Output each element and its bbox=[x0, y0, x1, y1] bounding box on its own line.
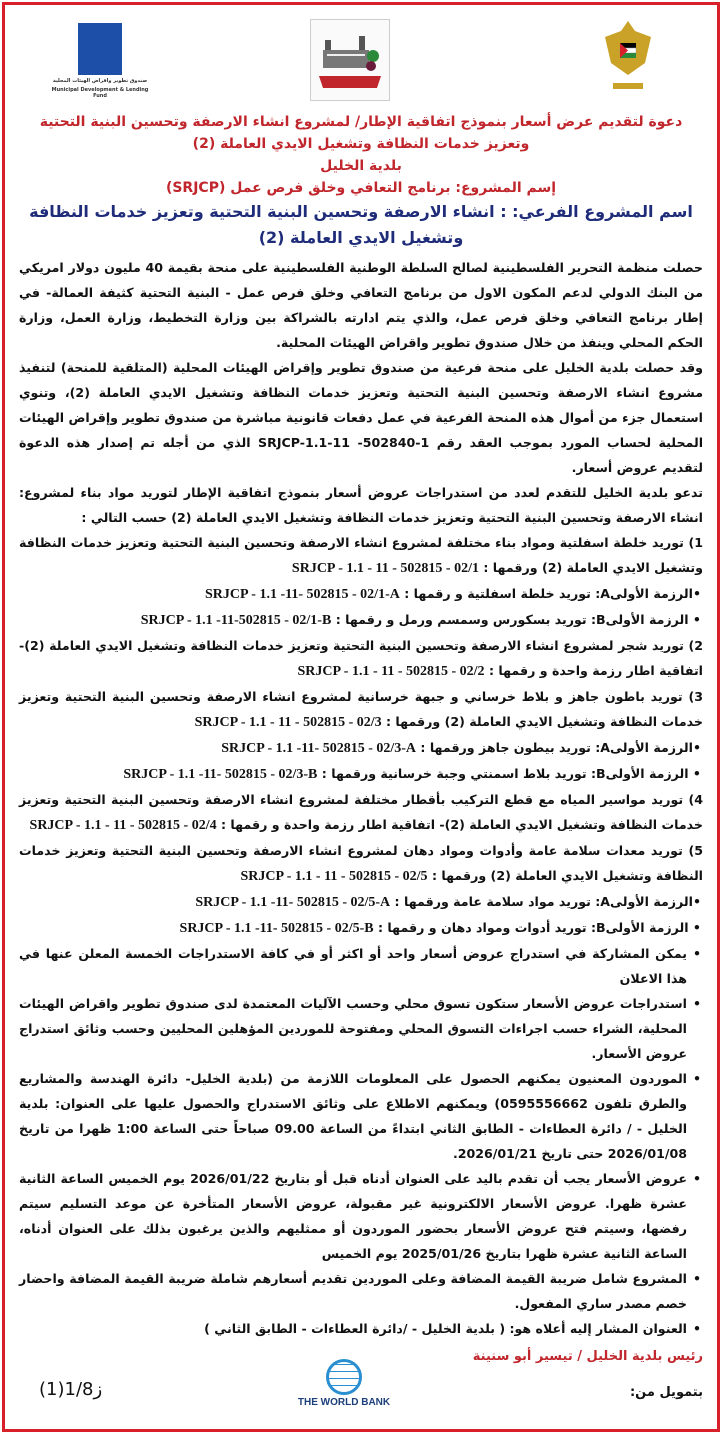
subproject-name-1: اسم المشروع الفرعي: : انشاء الارصفة وتحسين البنية التحتية وتعزيز خدمات النظافة bbox=[29, 202, 693, 221]
package-code: SRJCP - 1.1 -11-502815 - 02/1-B bbox=[140, 613, 332, 628]
hebron-municipality-logo bbox=[310, 19, 390, 101]
paragraph-grant: حصلت منظمة التحرير الفلسطينية لصالح السلطة الوطنية الفلسطينية على منحة بقيمة 40 مليون دولار امريكي من البنك الدولي لدعم المكون الاول من برنامج التعافي وخلق فرص عمل - البنية التحتية كثيفة العمالة- في إطار برنامج التعافي وخلق فرص عمل، والذي يتم ادارته بالشراكة بين وزارة التخطيط، وزارة العمل، وزارة الحكم المحلي وينفذ من خلال صندوق تطوير واقراض الهيئات المحلية. bbox=[19, 260, 703, 350]
item-code: SRJCP - 1.1 - 11 - 502815 - 02/4 bbox=[29, 818, 217, 833]
condition-item: • استدراجات عروض الأسعار ستكون تسوق محلي وحسب الآليات المعتمدة لدى صندوق تطوير واقراض الهيئات المحلية، الشراء حسب اجراءات التسوق المحلي ومفتوحة للموردين المؤهلين المحليين وحسب وثائق استدراج عروض الأسعار. bbox=[19, 991, 687, 1066]
condition-item: • عروض الأسعار يجب أن تقدم باليد على العنوان أدناه قبل أو بتاريخ 2026/01/22 يوم الخميس الساعة الثانية عشرة ظهرا. عروض الأسعار الالكترونية غير مقبولة، عروض الأسعار المتأخرة عن موعد التسليم سيتم رفضها، وسيتم فتح عروض الأسعار بحضور الموردون أو ممثليهم والذين يرغبون بذلك على العنوان أدناه، الساعة الثانية عشرة ظهرا بتاريخ 2025/01/26 يوم الخميس bbox=[19, 1166, 687, 1266]
procurement-item bbox=[19, 684, 703, 735]
title-line-1: دعوة لتقديم عرض أسعار بنموذج اتفاقية الإطار/ لمشروع انشاء الارصفة وتحسين البنية التحتية bbox=[39, 114, 683, 130]
mdlf-logo bbox=[45, 23, 155, 99]
hebron-mosque-icon bbox=[311, 20, 389, 100]
procurement-item bbox=[19, 838, 703, 889]
item-code: SRJCP - 1.1 - 11 - 502815 - 02/5 bbox=[240, 869, 428, 884]
conditions-list bbox=[19, 941, 703, 1341]
ad-code: ز1/8(1) bbox=[39, 1379, 103, 1400]
project-name: إسم المشروع: برنامج التعافي وخلق فرص عمل (SRJCP) bbox=[165, 180, 557, 196]
package-line bbox=[19, 915, 703, 941]
procurement-item bbox=[19, 633, 703, 684]
package-text: •الرزمة الأولىA: توريد مواد سلامة عامة ورقمها : bbox=[394, 894, 701, 909]
mdlf-caption-ar: صندوق تطوير واقراض الهيئات المحلية bbox=[52, 78, 148, 84]
tender-announcement bbox=[2, 2, 720, 1432]
municipality-name: بلدية الخليل bbox=[320, 158, 402, 174]
package-code: SRJCP - 1.1 -11- 502815 - 02/1-A bbox=[205, 587, 400, 602]
item-text: 5) توريد معدات سلامة عامة وأدوات ومواد دهان لمشروع انشاء الارصفة وتحسين البنية التحتية وتعزيز خدمات النظافة وتشغيل الايدي العاملة (2) ورقمها : bbox=[19, 843, 703, 883]
package-text: • الرزمة الأولىB: توريد بلاط اسمنتي وجبة خرسانية ورقمها : bbox=[321, 766, 701, 781]
item-code: SRJCP - 1.1 - 11 - 502815 - 02/3 bbox=[194, 715, 382, 730]
world-bank-globe-icon bbox=[326, 1359, 362, 1395]
item-text: 3) توريد باطون جاهز و بلاط خرساني و جبهة خرسانية لمشروع انشاء الارصفة وتحسين البنية التحتية وتعزيز خدمات النظافة وتشغيل الايدي العاملة (2) ورقمها : bbox=[19, 689, 703, 729]
package-code: SRJCP - 1.1 -11- 502815 - 02/5-B bbox=[179, 921, 374, 936]
package-line bbox=[19, 607, 703, 633]
item-text: 2) توريد شجر لمشروع انشاء الارصفة وتحسين البنية التحتية وتعزيز خدمات النظافة وتشغيل الايدي العاملة (2)- اتفاقية اطار رزمة واحدة و رقمها : bbox=[19, 638, 703, 678]
footer bbox=[19, 1349, 703, 1421]
package-code: SRJCP - 1.1 -11- 502815 - 02/3-B bbox=[123, 767, 318, 782]
condition-item: • يمكن المشاركة في استدراج عروض أسعار واحد أو اكثر أو في كافة الاستدراجات الخمسة المعلن عنها في هذا الاعلان bbox=[19, 941, 687, 991]
title-line-2: وتعزيز خدمات النظافة وتشغيل الايدي العاملة (2) bbox=[192, 136, 530, 152]
mdlf-hand-icon bbox=[78, 23, 122, 75]
package-line bbox=[19, 761, 703, 787]
condition-item: • المشروع شامل ضريبة القيمة المضافة وعلى الموردين تقديم أسعارهم شاملة ضريبة القيمة المضافة واحضار خصم مصدر ساري المفعول. bbox=[19, 1266, 687, 1316]
procurement-item bbox=[19, 787, 703, 838]
item-text: 4) توريد مواسير المياه مع قطع التركيب بأقطار مختلفة لمشروع انشاء الارصفة وتحسين البنية التحتية وتعزيز خدمات النظافة وتشغيل الايدي العاملة (2)- اتفاقية اطار رزمة واحدة و رقمها : bbox=[19, 792, 703, 832]
package-text: • الرزمة الأولىB: توريد أدوات ومواد دهان و رقمها : bbox=[377, 920, 701, 935]
package-text: • الرزمة الأولىB: توريد بسكورس وسمسم ورمل و رقمها : bbox=[335, 612, 701, 627]
header-logos bbox=[5, 11, 717, 111]
mayor-signature: رئيس بلدية الخليل / تيسير أبو سنينة bbox=[472, 1349, 703, 1364]
paragraph-invitation: تدعو بلدية الخليل للتقدم لعدد من استدراجات عروض أسعار بنموذج اتفاقية الإطار لتوريد مواد بناء لمشروع: انشاء الارصفة وتحسين البنية التحتية وتعزيز خدمات النظافة وتشغيل الايدي العاملة (2) حسب التالي : bbox=[19, 485, 703, 525]
package-text: •الرزمة الأولىA: توريد خلطة اسفلتية و رقمها : bbox=[404, 586, 701, 601]
titles bbox=[15, 111, 707, 251]
item-code: SRJCP - 1.1 - 11 - 502815 - 02/1 bbox=[291, 561, 479, 576]
funded-by-label: بتمويل من: bbox=[629, 1385, 703, 1400]
package-text: •الرزمة الأولىA: توريد بيطون جاهز ورقمها : bbox=[420, 740, 701, 755]
package-line bbox=[19, 735, 703, 761]
subproject-name-2: وتشغيل الايدي العاملة (2) bbox=[258, 228, 464, 247]
item-text: 1) توريد خلطة اسفلتية ومواد بناء مختلفة لمشروع انشاء الارصفة وتحسين البنية التحتية وتعزيز خدمات النظافة وتشغيل الايدي العاملة (2) ورقمها : bbox=[19, 535, 703, 575]
procurement-items bbox=[19, 530, 703, 941]
package-code: SRJCP - 1.1 -11- 502815 - 02/5-A bbox=[195, 895, 391, 910]
package-line bbox=[19, 581, 703, 607]
condition-item: • العنوان المشار إليه أعلاه هو: ( بلدية الخليل - /دائرة العطاءات - الطابق الثاني ) bbox=[19, 1316, 687, 1341]
item-code: SRJCP - 1.1 - 11 - 502815 - 02/2 bbox=[297, 664, 485, 679]
announcement-body bbox=[19, 255, 703, 1341]
package-code: SRJCP - 1.1 -11- 502815 - 02/3-A bbox=[221, 741, 417, 756]
palestine-eagle-emblem-icon bbox=[599, 17, 657, 97]
mdlf-caption-en: Municipal Development & Lending Fund bbox=[51, 87, 149, 99]
package-line bbox=[19, 889, 703, 915]
world-bank-name: THE WORLD BANK bbox=[297, 1397, 391, 1408]
paragraph-subgrant: وقد حصلت بلدية الخليل على منحة فرعية من صندوق تطوير وإقراض الهيئات المحلية (المتلقية للمنحة) لتنفيذ مشروع انشاء الارصفة وتحسين البنية التحتية وتعزيز خدمات النظافة وتشغيل الايدي العاملة (2)، وتنوي استعمال جزء من أموال هذه المنحة الفرعية في عمل دفعات قانونية مباشرة من صندوق تطوير وإقراض الهيئات المحلية لحساب المورد بموجب العقد رقم SRJCP-1.1-11 -502840-1 الذي من أجله تم إصدار هذه الدعوة لتقديم عروض أسعار. bbox=[19, 360, 704, 475]
condition-item: • الموردون المعنيون يمكنهم الحصول على المعلومات اللازمة من (بلدية الخليل- دائرة الهندسة والمشاريع والطرق تلفون 0595556662) ويمكنهم الاطلاع على وثائق الاستدراج والحصول عليها على العنوان: بلدية الخليل - / دائرة العطاءات - الطابق الثاني ابتداءً من الساعة 09.00 صباحاً حتى الساعة 1:00 ظهرا من تاريخ 2026/01/08 حتى تاريخ 2026/01/21. bbox=[19, 1066, 687, 1166]
procurement-item bbox=[19, 530, 703, 581]
